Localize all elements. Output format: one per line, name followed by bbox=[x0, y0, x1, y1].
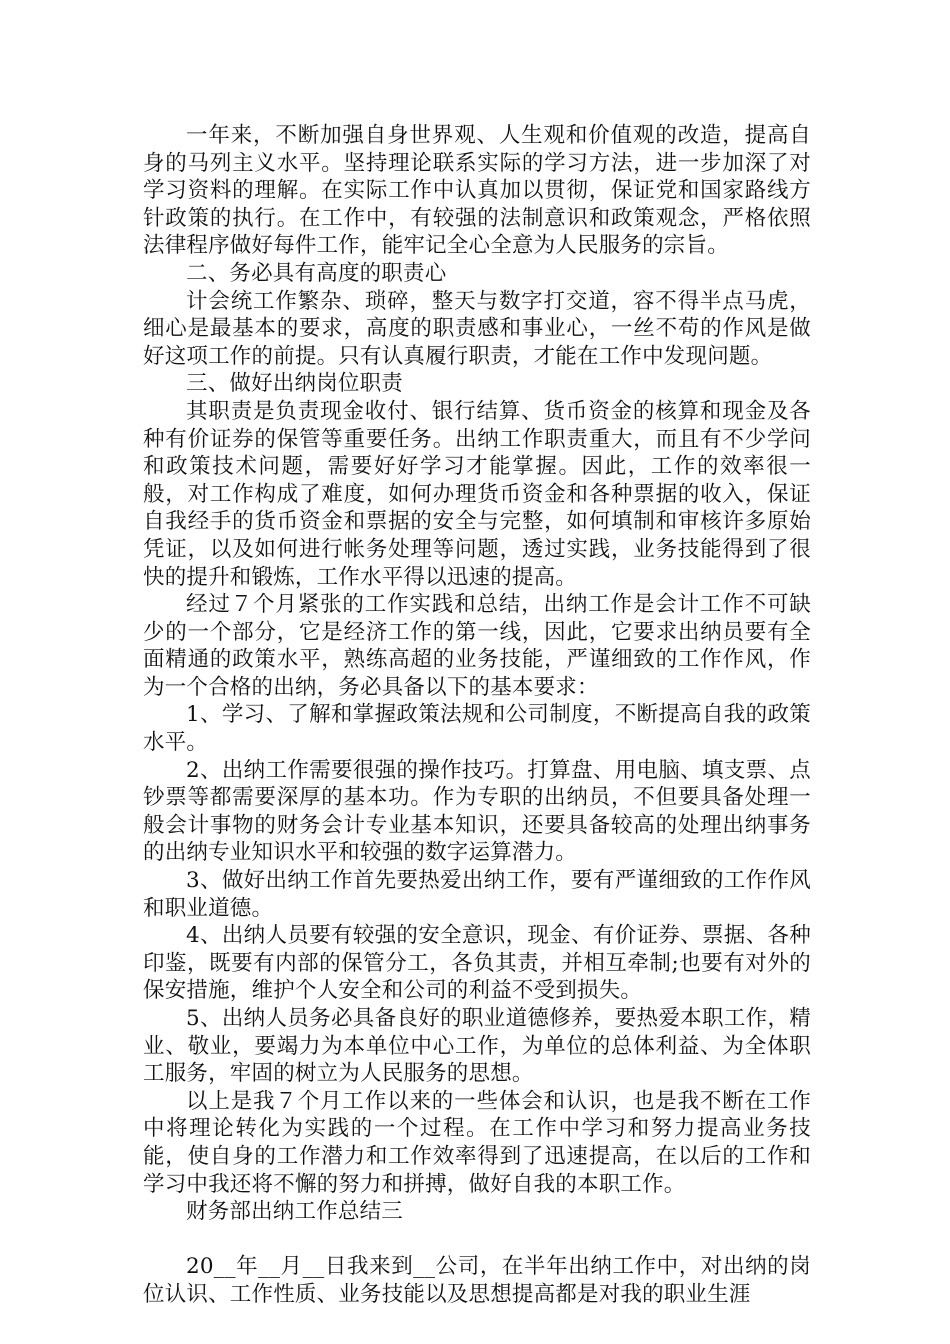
list-item-requirement-1: 1、学习、了解和掌握政策法规和公司制度，不断提高自我的政策水平。 bbox=[143, 702, 811, 756]
list-item-requirement-5: 5、出纳人员务必具备良好的职业道德修养，要热爱本职工作，精业、敬业，要竭力为本单位中心工作，为单位的总体利益、为全体职工服务，牢固的树立为人民服务的思想。 bbox=[143, 1006, 811, 1087]
paragraph-statistics-work: 计会统工作繁杂、琐碎，整天与数字打交道，容不得半点马虎，细心是最基本的要求，高度的职责感和事业心，一丝不苟的作风是做好这项工作的前提。只有认真履行职责，才能在工作中发现问题。 bbox=[143, 288, 811, 369]
list-item-requirement-2: 2、出纳工作需要很强的操作技巧。打算盘、用电脑、填支票、点钞票等都需要深厚的基本功。作为专职的出纳员，不但要具备处理一般会计事物的财务会计专业基本知识，还要具备较高的处理出纳事务的出纳专业知识水平和较强的数字运算潜力。 bbox=[143, 757, 811, 866]
list-item-requirement-4: 4、出纳人员要有较强的安全意识，现金、有价证券、票据、各种印鉴，既要有内部的保管分工，各负其责，并相互牵制;也要有对外的保安措施，维护个人安全和公司的利益不受到损失。 bbox=[143, 923, 811, 1004]
document-body bbox=[143, 122, 811, 1309]
paragraph-seven-months: 经过７个月紧张的工作实践和总结，出纳工作是会计工作不可缺少的一个部分，它是经济工作的第一线，因此，它要求出纳员要有全面精通的政策水平，熟练高超的业务技能，严谨细致的工作作风，作为一个合格的出纳，务必具备以下的基本要求： bbox=[143, 592, 811, 700]
paragraph-conclusion: 以上是我７个月工作以来的一些体会和认识，也是我不断在工作中将理论转化为实践的一个过程。在工作中学习和努力提高业务技能，使自身的工作潜力和工作效率得到了迅速提高，在以后的工作和学习中我还将不懈的努力和拼搏，做好自我的本职工作。 bbox=[143, 1088, 811, 1197]
section-heading-cashier-duties: 三、做好出纳岗位职责 bbox=[186, 371, 404, 397]
section-heading-responsibility: 二、务必具有高度的职责心 bbox=[186, 260, 447, 286]
paragraph-worldview: 一年来，不断加强自身世界观、人生观和价值观的改造，提高自身的马列主义水平。坚持理论联系实际的学习方法，进一步加深了对学习资料的理解。在实际工作中认真加以贯彻，保证党和国家路线方针政策的执行。在工作中，有较强的法制意识和政策观念，严格依照法律程序做好每件工作，能牢记全心全意为人民服务的宗旨。 bbox=[143, 123, 811, 259]
paragraph-summary-three-intro: 20__年__月__日我来到__公司，在半年出纳工作中，对出纳的岗位认识、工作性质、业务技能以及思想提高都是对我的职业生涯 bbox=[143, 1254, 811, 1307]
section-title-summary-three: 财务部出纳工作总结三 bbox=[186, 1199, 404, 1225]
blank-line bbox=[143, 1226, 811, 1254]
list-item-requirement-3: 3、做好出纳工作首先要热爱出纳工作，要有严谨细致的工作作风和职业道德。 bbox=[143, 868, 811, 921]
paragraph-duties-detail: 其职责是负责现金收付、银行结算、货币资金的核算和现金及各种有价证券的保管等重要任务。出纳工作职责重大，而且有不少学问和政策技术问题，需要好好学习才能掌握。因此，工作的效率很一般，对工作构成了难度，如何办理货币资金和各种票据的收入，保证自我经手的货币资金和票据的安全与完整，如何填制和审核许多原始凭证，以及如何进行帐务处理等问题，透过实践，业务技能得到了很快的提升和锻炼，工作水平得以迅速的提高。 bbox=[143, 398, 811, 590]
